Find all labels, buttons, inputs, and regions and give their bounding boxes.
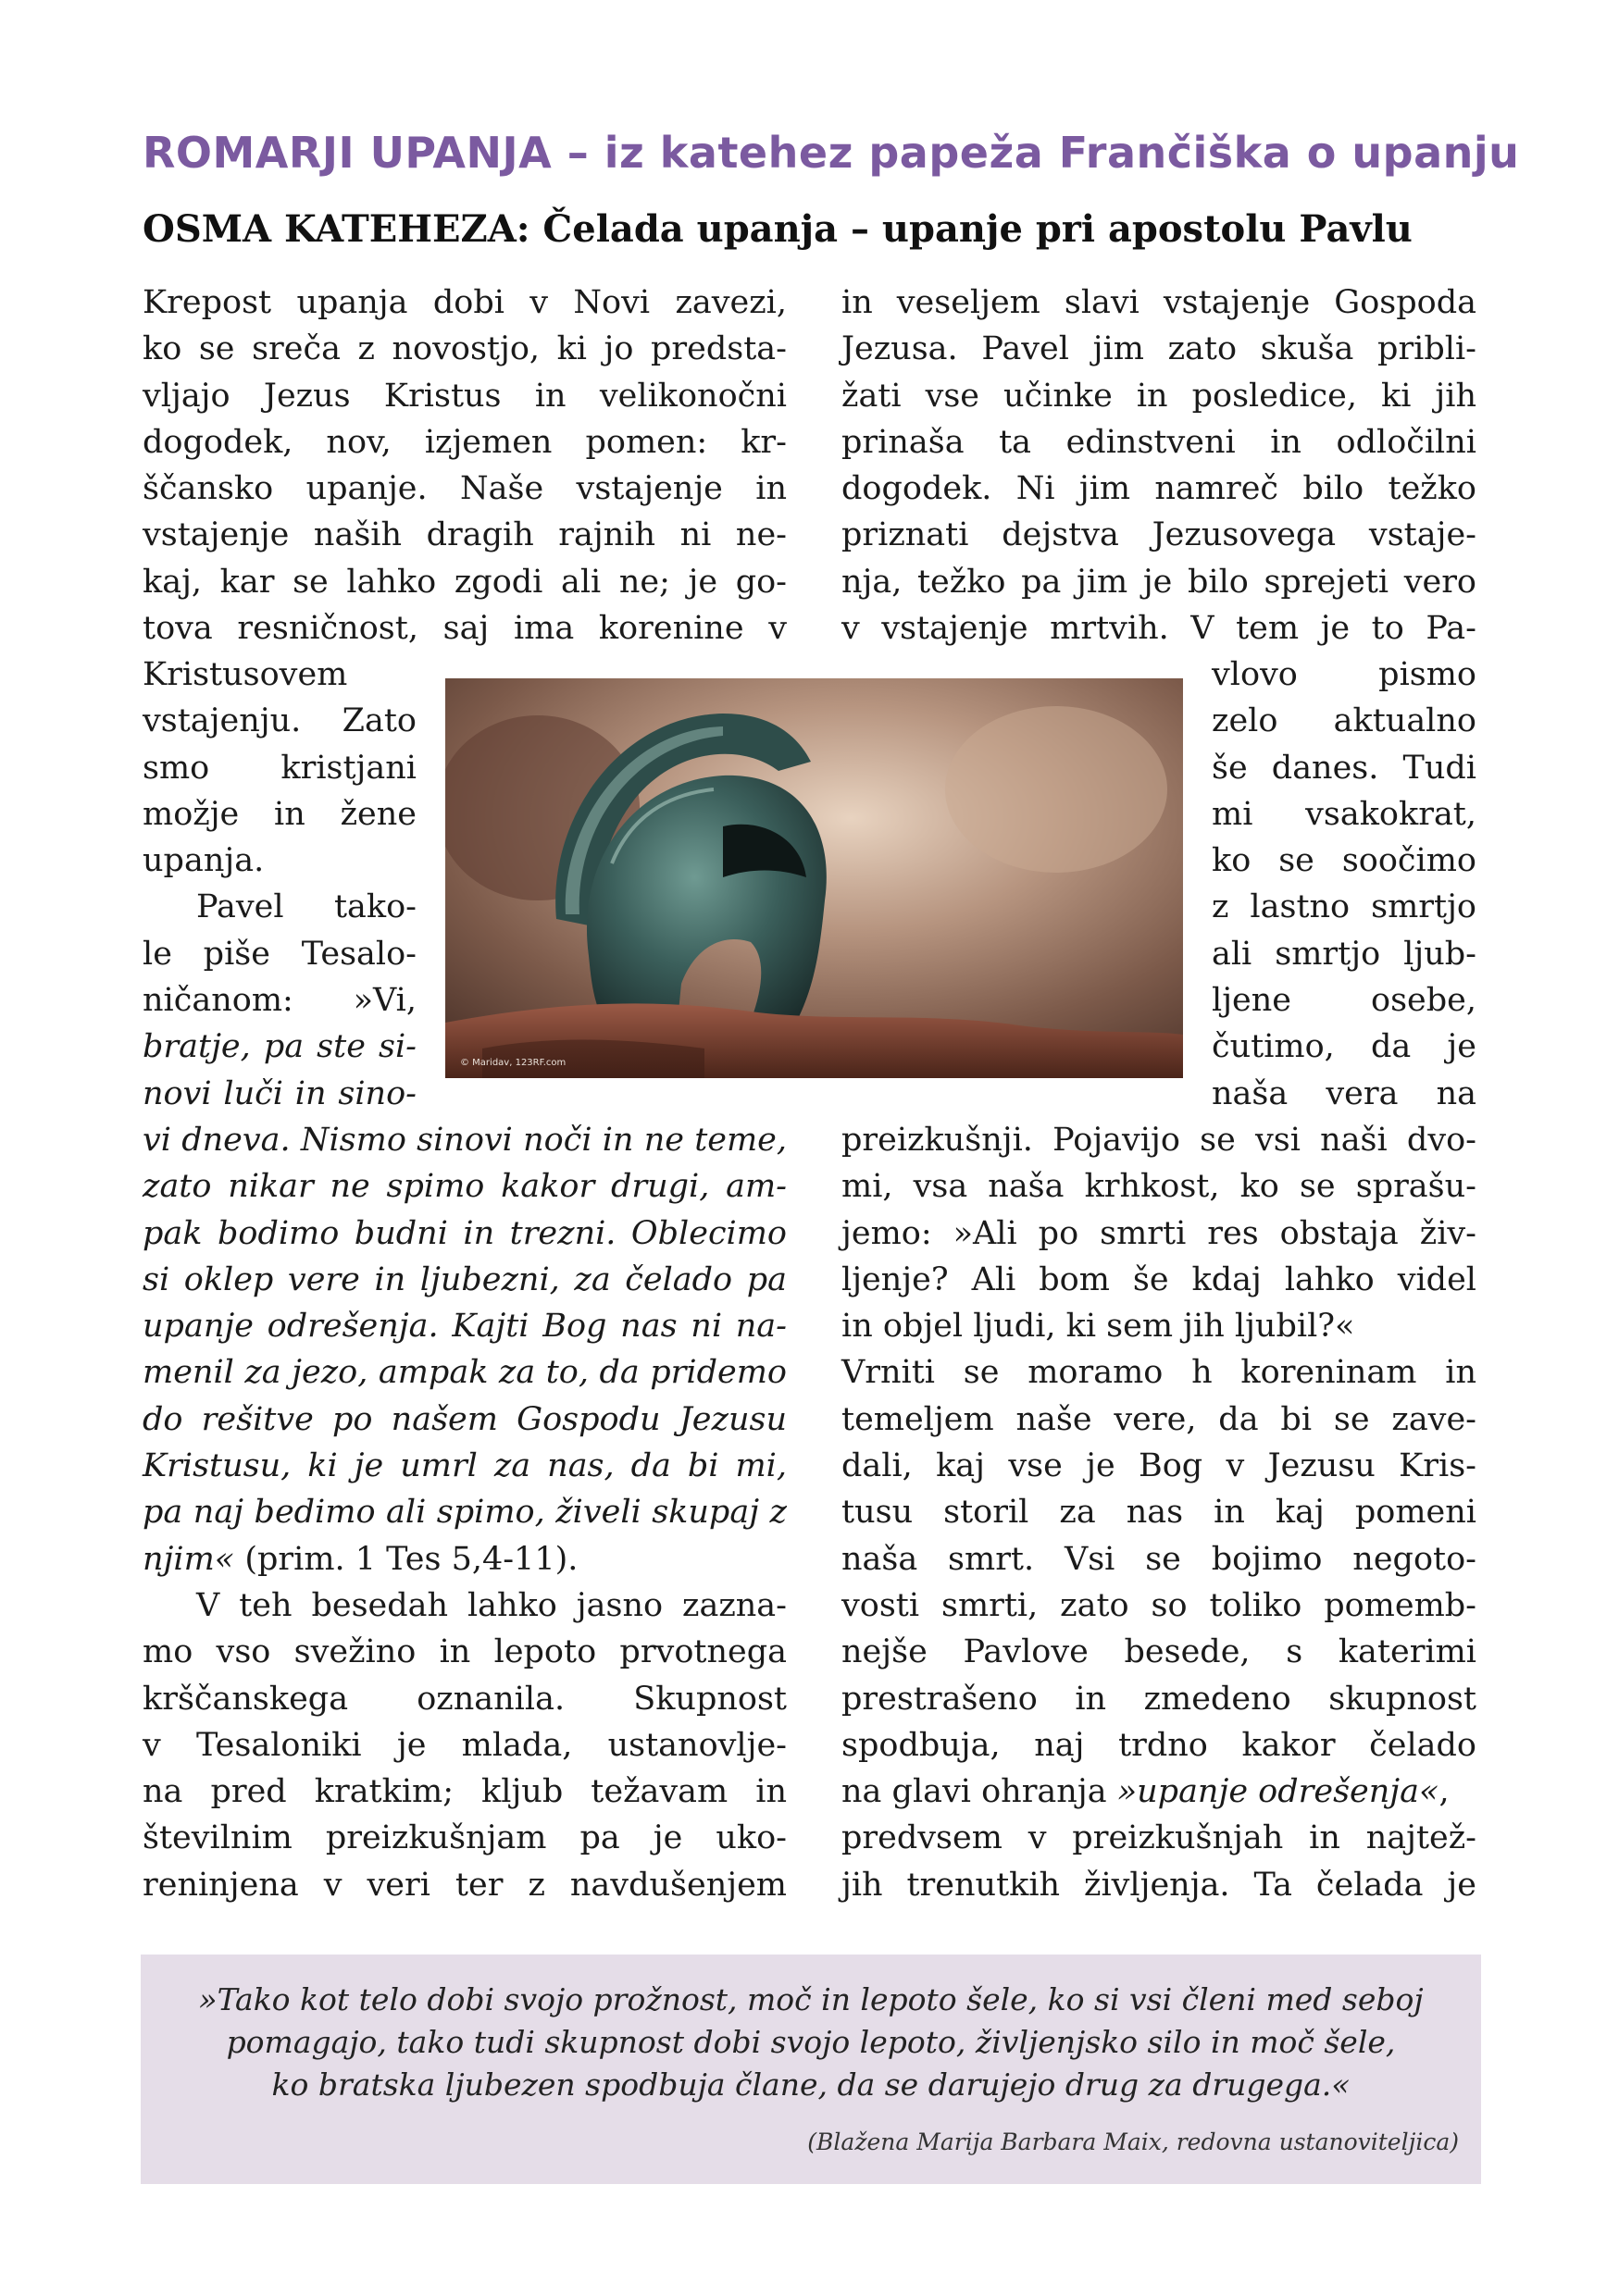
left-column-bottom [143,1117,787,1908]
text-line: smo kristjani [143,749,417,787]
text-line: ljene osebe, [1212,982,1476,1020]
text-line: krščanskega oznanila. Skupnost [143,1680,787,1718]
right-column-wrap [1212,652,1476,1117]
text-line: v vstajenje mrtvih. V tem je to Pa- [841,610,1476,648]
text-line: pak bodimo budni in trezni. Oblecimo [143,1214,787,1252]
text-line: prestrašeno in zmedeno skupnost [841,1680,1476,1718]
quote-box [141,1955,1481,2184]
quote-line: ko bratska ljubezen spodbuja člane, da se darujejo drug za drugega.« [271,2066,1351,2103]
text-line: bratje, pa ste si- [143,1028,417,1066]
section-kicker: ROMARJI UPANJA – iz katehez papeža Frančiška o upanju [143,128,1520,178]
right-column-top [841,279,1476,652]
left-column-wrap [143,652,417,1117]
text-line: ko se sreča z novostjo, ki jo predsta- [143,330,787,368]
text-line: in veseljem slavi vstajenje Gospoda [841,284,1476,321]
text-line: mo vso svežino in lepoto prvotnega [143,1633,787,1671]
text-line: novi luči in sino- [143,1074,417,1112]
text-line: priznati dejstva Jezusovega vstaje- [841,516,1476,554]
text-line: tova resničnost, saj ima korenine v [143,610,787,648]
text-line: čutimo, da je [1212,1028,1476,1066]
quote-line: »Tako kot telo dobi svojo prožnost, moč in lepoto šele, ko si vsi členi med seboj [198,1981,1424,2017]
text-line: vstajenju. Zato [143,702,417,740]
text-line: preizkušnji. Pojavijo se vsi naši dvo- [841,1122,1476,1159]
text-line: jemo: »Ali po smrti res obstaja živ- [841,1214,1476,1252]
text-line: ali smrtjo ljub- [1212,935,1476,973]
text-line: do rešitve po našem Gospodu Jezusu [143,1400,787,1438]
text-line: nja, težko pa jim je bilo sprejeti vero [841,563,1476,601]
helmet-photo [445,678,1183,1078]
photo-credit: © Maridav, 123RF.com [460,1058,567,1068]
text-line: mi, vsa naša krhkost, ko se sprašu- [841,1168,1476,1206]
text-line: vosti smrti, zato so toliko pomemb- [841,1586,1476,1624]
text-line: V teh besedah lahko jasno zazna- [196,1586,787,1624]
text-line: številnim preizkušnjam pa je uko- [143,1819,787,1857]
text-line: na pred kratkim; kljub težavam in [143,1773,787,1811]
text-line: vljajo Jezus Kristus in velikonočni [143,377,787,415]
text-line: naša vera na [1212,1074,1476,1112]
text-line: menil za jezo, ampak za to, da pridemo [143,1354,787,1392]
text-line: ljenje? Ali bom še kdaj lahko videl [841,1260,1476,1298]
text-line: Vrniti se moramo h koreninam in [841,1354,1476,1392]
text-line: Krepost upanja dobi v Novi zavezi, [143,284,787,321]
text-line: zelo aktualno [1212,702,1476,740]
text-line: Jezusa. Pavel jim zato skuša pribli- [841,330,1476,368]
text-line: tusu storil za nas in kaj pomeni [841,1494,1476,1532]
text-line: dogodek, nov, izjemen pomen: kr- [143,423,787,461]
text-line: dogodek. Ni jim namreč bilo težko [841,470,1476,508]
text-line: kaj, kar se lahko zgodi ali ne; je go- [143,563,787,601]
text-line: in objel ljudi, ki sem jih ljubil?« [841,1308,1355,1346]
text-line: naša smrt. Vsi se bojimo negoto- [841,1540,1476,1578]
text-line: ščansko upanje. Naše vstajenje in [143,470,787,508]
text-line: reninjena v veri ter z navdušenjem [143,1866,787,1904]
text-line: ko se soočimo [1212,842,1476,880]
text-line: spodbuja, naj trdno kakor čelado [841,1726,1476,1764]
quote-text [141,1979,1481,2106]
quote-source: (Blažena Marija Barbara Maix, redovna ustanoviteljica) [807,2128,1459,2155]
text-line: Kristusovem [143,656,348,693]
text-line: Kristusu, ki je umrl za nas, da bi mi, [143,1447,787,1485]
text-line: dali, kaj vse je Bog v Jezusu Kris- [841,1447,1476,1485]
text-line: pa naj bedimo ali spimo, živeli skupaj z [143,1494,787,1532]
text-line: temeljem naše vere, da bi se zave- [841,1400,1476,1438]
text-line: zato nikar ne spimo kakor drugi, am- [143,1168,787,1206]
quote-line: pomagajo, tako tudi skupnost dobi svojo lepoto, življenjsko silo in moč šele, [226,2024,1396,2060]
text-line: mi vsakokrat, [1212,795,1476,833]
text-line: ničanom: »Vi, [143,982,417,1020]
text-line: njim« (prim. 1 Tes 5,4-11). [143,1540,579,1578]
text-line: upanje odrešenja. Kajti Bog nas ni na- [143,1308,787,1346]
text-line: Pavel tako- [196,888,417,926]
text-line: možje in žene [143,795,417,833]
text-line: vi dneva. Nismo sinovi noči in ne teme, [143,1122,787,1159]
text-line: na glavi ohranja »upanje odrešenja«, [841,1773,1450,1811]
text-line: žati vse učinke in posledice, ki jih [841,377,1476,415]
text-line: prinaša ta edinstveni in odločilni [841,423,1476,461]
text-line: nejše Pavlove besede, s katerimi [841,1633,1476,1671]
text-line: predvsem v preizkušnjah in najtež- [841,1819,1476,1857]
helmet-image [445,678,1183,1078]
text-line: le piše Tesalo- [143,935,417,973]
right-column-bottom [841,1117,1476,1908]
text-line: jih trenutkih življenja. Ta čelada je [841,1866,1476,1904]
text-line: vlovo pismo [1212,656,1476,693]
text-line: v Tesaloniki je mlada, ustanovlje- [143,1726,787,1764]
text-line: vstajenje naših dragih rajnih ni ne- [143,516,787,554]
text-line: še danes. Tudi [1212,749,1476,787]
article-title: OSMA KATEHEZA: Čelada upanja – upanje pri apostolu Pavlu [143,207,1413,251]
text-line: upanja. [143,842,265,880]
text-line: z lastno smrtjo [1212,888,1476,926]
text-line: si oklep vere in ljubezni, za čelado pa [143,1260,787,1298]
left-column-top [143,279,787,652]
